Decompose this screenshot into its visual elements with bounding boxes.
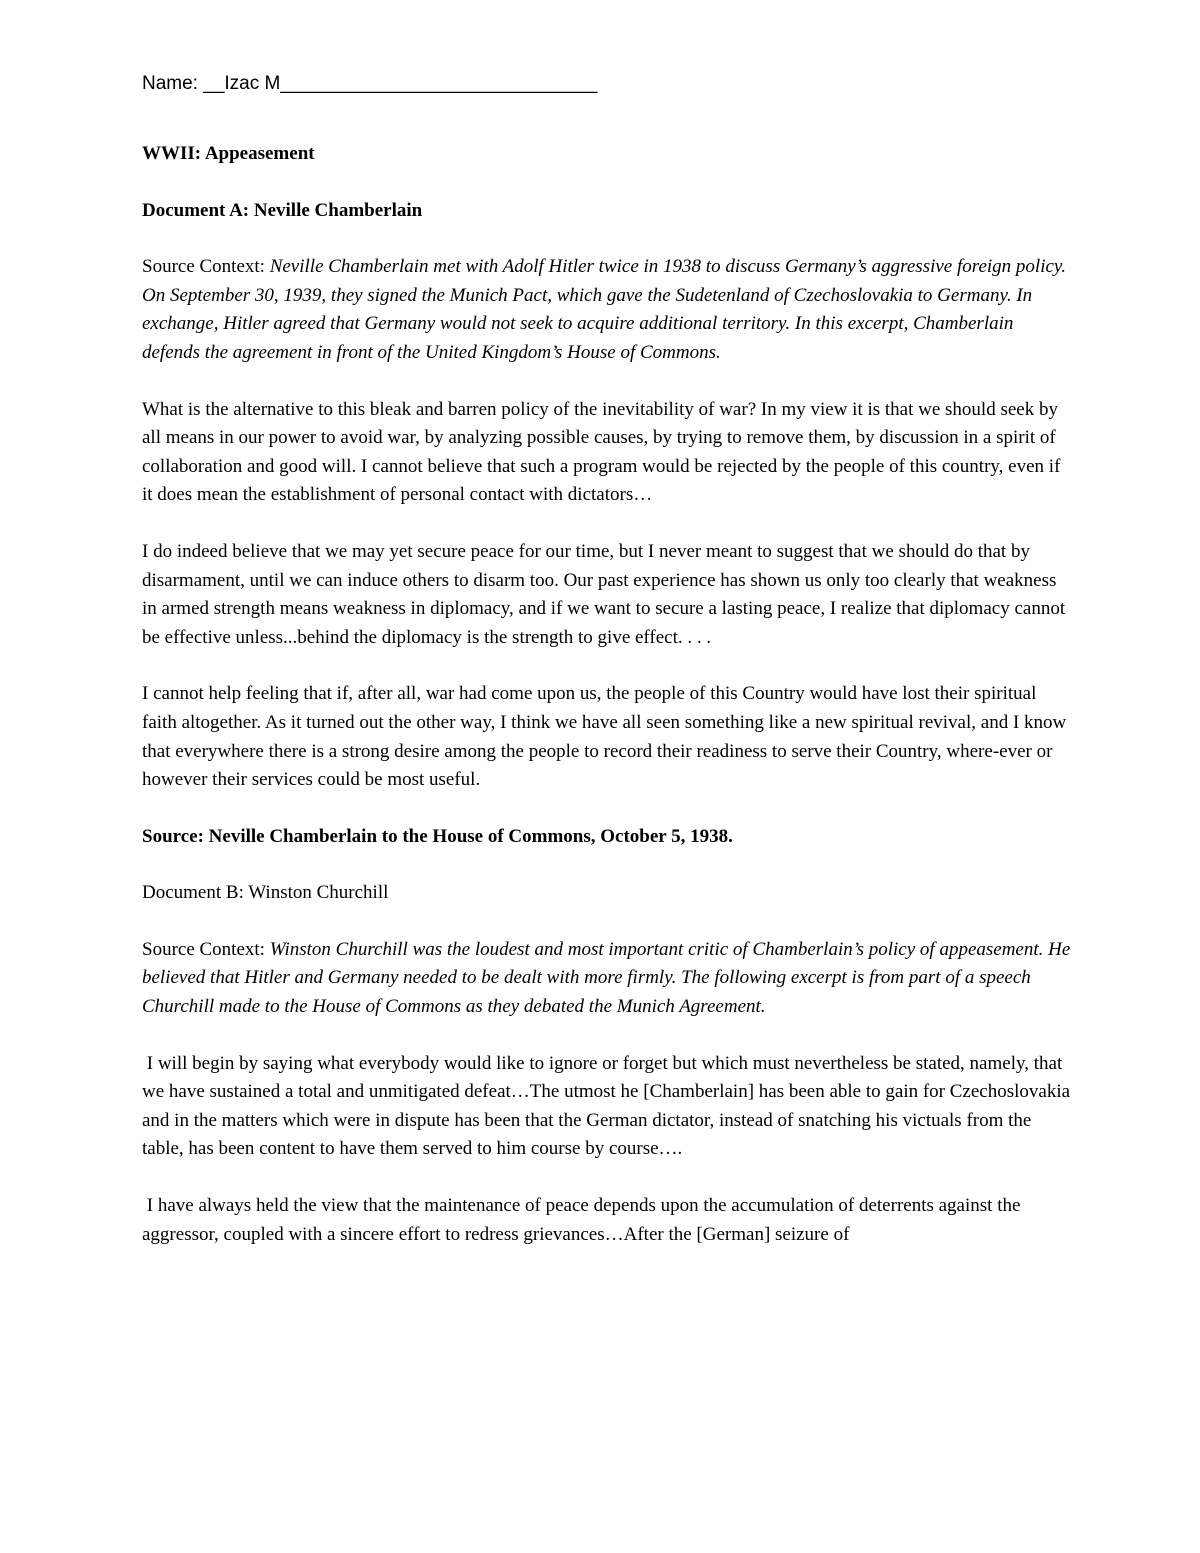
name-line (142, 70, 1072, 98)
document-page (142, 70, 1075, 1277)
name-label: Name: (142, 73, 198, 94)
document-a-paragraph: I cannot help feeling that if, after all, war had come upon us, the people of this Country would have lost their spiritual faith altogether. As it turned out the other way, I think we have all seen something like a new spiritual revival, and I know that everywhere there is a strong desire among the people to record their readiness to serve their Country, where-ever or however their services could be most useful. (142, 683, 1067, 791)
document-b-paragraph: I will begin by saying what everybody would like to ignore or forget but which must nevertheless be stated, namely, that we have sustained a total and unmitigated defeat…The utmost he [Chamberlain] has been able to gain for Czechoslovakia and in the matters which were in dispute has been that the German dictator, instead of snatching his victuals from the table, has been content to have them served to him course by course…. (142, 1052, 1075, 1160)
document-a-source: Source: Neville Chamberlain to the House of Commons, October 5, 1938. (142, 825, 733, 847)
document-b-context-label: Source Context: (142, 938, 265, 960)
document-b-context (142, 936, 1072, 1022)
document-a-paragraph: What is the alternative to this bleak and barren policy of the inevitability of war? In my view it is that we should seek by all means in our power to avoid war, by analyzing possible causes, by trying to remove them, by discussion in a spirit of collaboration and good will. I cannot believe that such a program would be rejected by the people of this country, even if it does mean the establishment of personal contact with dictators… (142, 398, 1061, 506)
document-a-context-text: Neville Chamberlain met with Adolf Hitler twice in 1938 to discuss Germany’s aggressive foreign policy. On September 30, 1939, they signed the Munich Pact, which gave the Sudetenland of Czechoslovakia to Germany. In exchange, Hitler agreed that Germany would not seek to acquire additional territory. In this excerpt, Chamberlain defends the agreement in front of the United Kingdom’s House of Commons. (142, 256, 1067, 363)
document-a-heading: Document A: Neville Chamberlain (142, 199, 423, 221)
document-title: WWII: Appeasement (142, 143, 315, 164)
name-value: __Izac M______________________________ (203, 73, 598, 94)
document-a-context (142, 253, 1072, 367)
document-a-context-label: Source Context: (142, 256, 265, 278)
document-b-context-text: Winston Churchill was the loudest and most important critic of Chamberlain’s policy of appeasement. He believed that Hitler and Germany needed to be dealt with more firmly. The following excerpt is from part of a speech Churchill made to the House of Commons as they debated the Munich Agreement. (142, 938, 1071, 1018)
document-a-paragraph: I do indeed believe that we may yet secure peace for our time, but I never meant to suggest that we should do that by disarmament, until we can induce others to disarm too. Our past experience has shown us only too clearly that weakness in armed strength means weakness in diplomacy, and if we want to secure a lasting peace, I realize that diplomacy cannot be effective unless...behind the diplomacy is the strength to give effect. . . . (142, 540, 1066, 648)
document-b-paragraph: I have always held the view that the maintenance of peace depends upon the accumulation of deterrents against the aggressor, coupled with a sincere effort to redress grievances…After the [German] seizure of (142, 1195, 1026, 1245)
document-b-heading: Document B: Winston Churchill (142, 882, 389, 904)
